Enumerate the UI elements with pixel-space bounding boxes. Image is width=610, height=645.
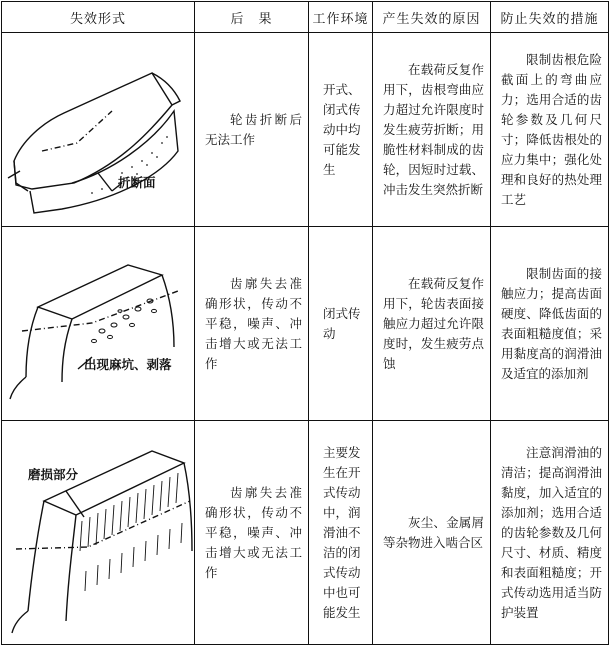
fracture-surface-label: 折断面 <box>118 175 156 190</box>
figure-tooth-breakage <box>2 33 195 227</box>
prevention-cell: 限制齿面的接触应力；提高齿面硬度、降低齿面的表面粗糙度值；采用黏度高的润滑油及适宜的添加剂 <box>491 227 609 421</box>
table-row <box>2 227 609 421</box>
environment-cell: 开式、闭式传动中均可能发生 <box>309 33 373 227</box>
broken-tooth-drawing <box>2 33 195 226</box>
cause-cell: 在载荷反复作用下，轮齿表面接触应力超过允许限度时，发生疲劳点蚀 <box>373 227 491 421</box>
header-prevention: 防止失效的措施 <box>491 2 609 33</box>
figure-tooth-pitting <box>2 227 195 421</box>
consequence-cell: 轮齿折断后无法工作 <box>195 33 309 227</box>
consequence-cell: 齿廓失去准确形状，传动不平稳，噪声、冲击增大或无法工作 <box>195 421 309 645</box>
prevention-cell: 注意润滑油的清洁；提高润滑油黏度，加入适宜的添加剂；选用合适的齿轮参数及几何尺寸、材质、精度和表面粗糙度；开式传动选用适当防护装置 <box>491 421 609 645</box>
pitted-tooth-drawing <box>2 227 195 420</box>
worn-area-label: 磨损部分 <box>28 467 79 482</box>
prevention-cell: 限制齿根危险截面上的弯曲应力；选用合适的齿轮参数及几何尺寸；降低齿根处的应力集中；强化处理和良好的热处理工艺 <box>491 33 609 227</box>
cause-cell: 灰尘、金属屑等杂物进入啮合区 <box>373 421 491 645</box>
gear-failure-table <box>1 1 609 645</box>
worn-tooth-drawing <box>2 421 195 644</box>
table-row <box>2 421 609 645</box>
pitting-label: 出现麻坑、剥落 <box>84 357 172 372</box>
table-row <box>2 33 609 227</box>
header-row <box>2 2 609 33</box>
header-failure-form: 失效形式 <box>2 2 195 33</box>
consequence-cell: 齿廓失去准确形状，传动不平稳，噪声、冲击增大或无法工作 <box>195 227 309 421</box>
environment-cell: 闭式传动 <box>309 227 373 421</box>
header-consequence: 后 果 <box>195 2 309 33</box>
header-environment: 工作环境 <box>309 2 373 33</box>
environment-cell: 主要发生在开式传动中，润滑油不洁的闭式传动中也可能发生 <box>309 421 373 645</box>
figure-tooth-wear <box>2 421 195 645</box>
header-cause: 产生失效的原因 <box>373 2 491 33</box>
cause-cell: 在载荷反复作用下，齿根弯曲应力超过允许限度时发生疲劳折断；用脆性材料制成的齿轮，因短时过载、冲击发生突然折断 <box>373 33 491 227</box>
